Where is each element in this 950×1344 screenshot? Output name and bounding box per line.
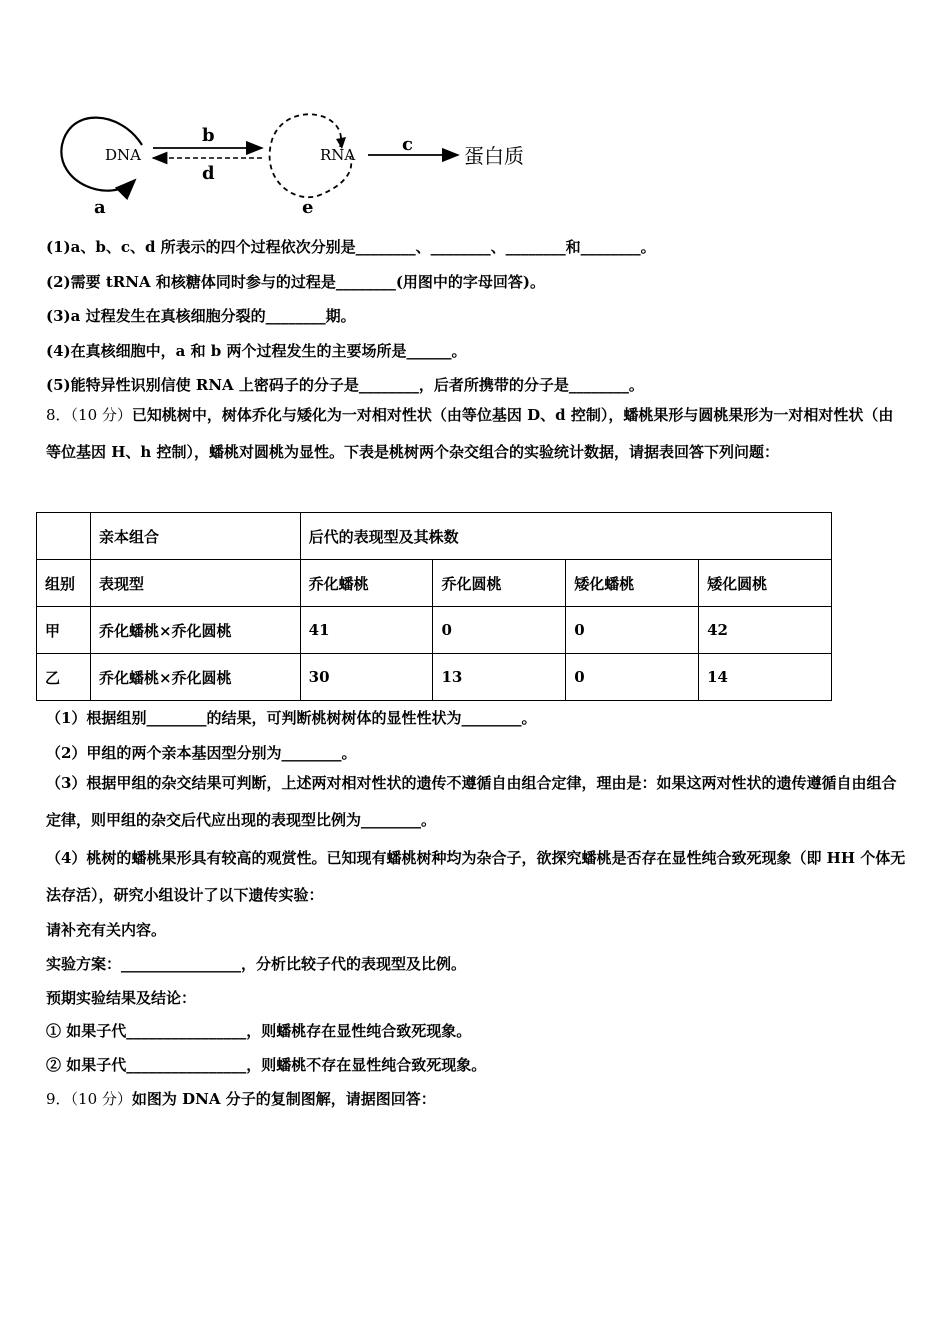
q9-score: （10 分） bbox=[70, 1090, 132, 1108]
header-col-2: 乔化圆桃 bbox=[433, 560, 566, 607]
table-row bbox=[37, 607, 832, 654]
header-col-3: 矮化蟠桃 bbox=[566, 560, 699, 607]
q9-text: 如图为 DNA 分子的复制图解，请据图回答： bbox=[131, 1090, 436, 1108]
q8-item-4: （4）桃树的蟠桃果形具有较高的观赏性。已知现有蟠桃树种均为杂合子，欲探究蟠桃是否存在显性纯合致死现象（即 HH 个体无法存活），研究小组设计了以下遗传实验： bbox=[46, 849, 906, 904]
label-c: c bbox=[402, 134, 413, 155]
dna-label: DNA bbox=[105, 146, 141, 164]
header-parent: 亲本组合 bbox=[90, 513, 300, 560]
q8-item-5: 请补充有关内容。 bbox=[46, 921, 167, 939]
q8-result-1: ① 如果子代________________，则蟠桃存在显性纯合致死现象。 bbox=[46, 1022, 472, 1040]
rna-label: RNA bbox=[320, 146, 356, 164]
table-subheader-row bbox=[37, 560, 832, 607]
row-cross: 乔化蟠桃×乔化圆桃 bbox=[90, 654, 300, 701]
central-dogma-diagram bbox=[50, 95, 560, 225]
q7-item-3: (3)a 过程发生在真核细胞分裂的________期。 bbox=[46, 307, 356, 325]
label-d: d bbox=[202, 163, 215, 184]
row-value: 42 bbox=[699, 607, 832, 654]
q9-number: 9． bbox=[46, 1090, 71, 1108]
label-a: a bbox=[94, 197, 106, 218]
q7-item-2: (2)需要 tRNA 和核糖体同时参与的过程是________(用图中的字母回答)。 bbox=[46, 273, 546, 291]
protein-label: 蛋白质 bbox=[464, 144, 524, 168]
header-offspring: 后代的表现型及其株数 bbox=[300, 513, 831, 560]
q8-intro bbox=[46, 397, 908, 471]
header-col-1: 乔化蟠桃 bbox=[300, 560, 433, 607]
row-value: 30 bbox=[300, 654, 433, 701]
q8-result-2: ② 如果子代________________，则蟠桃不存在显性纯合致死现象。 bbox=[46, 1056, 487, 1074]
q8-item-2: （2）甲组的两个亲本基因型分别为________。 bbox=[46, 744, 357, 762]
row-value: 0 bbox=[566, 654, 699, 701]
row-value: 0 bbox=[566, 607, 699, 654]
q8-plan: 实验方案：________________，分析比较子代的表现型及比例。 bbox=[46, 955, 467, 973]
q7-item-1: (1)a、b、c、d 所表示的四个过程依次分别是________、________、________和________。 bbox=[46, 238, 656, 256]
table-header-row bbox=[37, 513, 832, 560]
row-cross: 乔化蟠桃×乔化圆桃 bbox=[90, 607, 300, 654]
header-group: 组别 bbox=[37, 560, 91, 607]
q9-stem bbox=[46, 1088, 436, 1109]
row-value: 0 bbox=[433, 607, 566, 654]
row-group: 乙 bbox=[37, 654, 91, 701]
table-row bbox=[37, 654, 832, 701]
q8-expected-title: 预期实验结果及结论： bbox=[46, 989, 197, 1007]
cross-data-table bbox=[36, 512, 832, 701]
row-value: 41 bbox=[300, 607, 433, 654]
q7-item-5: (5)能特异性识别信使 RNA 上密码子的分子是________，后者所携带的分子是________。 bbox=[46, 376, 644, 394]
q8-text: 已知桃树中，树体乔化与矮化为一对相对性状（由等位基因 D、d 控制），蟠桃果形与圆桃果形为一对相对性状（由等位基因 H、h 控制），蟠桃对圆桃为显性。下表是桃树两个杂交组合的实验统计数据，请据表回答下列问题： bbox=[46, 406, 894, 461]
row-group: 甲 bbox=[37, 607, 91, 654]
q7-item-4: (4)在真核细胞中，a 和 b 两个过程发生的主要场所是______。 bbox=[46, 342, 467, 360]
label-e: e bbox=[302, 197, 314, 218]
label-b: b bbox=[202, 125, 215, 146]
q8-score: （10 分） bbox=[70, 406, 132, 424]
table-cell bbox=[37, 513, 91, 560]
q8-item-1: （1）根据组别________的结果，可判断桃树树体的显性性状为________。 bbox=[46, 709, 537, 727]
row-value: 13 bbox=[433, 654, 566, 701]
q8-item-3: （3）根据甲组的杂交结果可判断，上述两对相对性状的遗传不遵循自由组合定律，理由是：如果这两对性状的遗传遵循自由组合定律，则甲组的杂交后代应出现的表现型比例为________。 bbox=[46, 774, 897, 829]
row-value: 14 bbox=[699, 654, 832, 701]
q8-number: 8． bbox=[46, 406, 71, 424]
header-phenotype: 表现型 bbox=[90, 560, 300, 607]
header-col-4: 矮化圆桃 bbox=[699, 560, 832, 607]
